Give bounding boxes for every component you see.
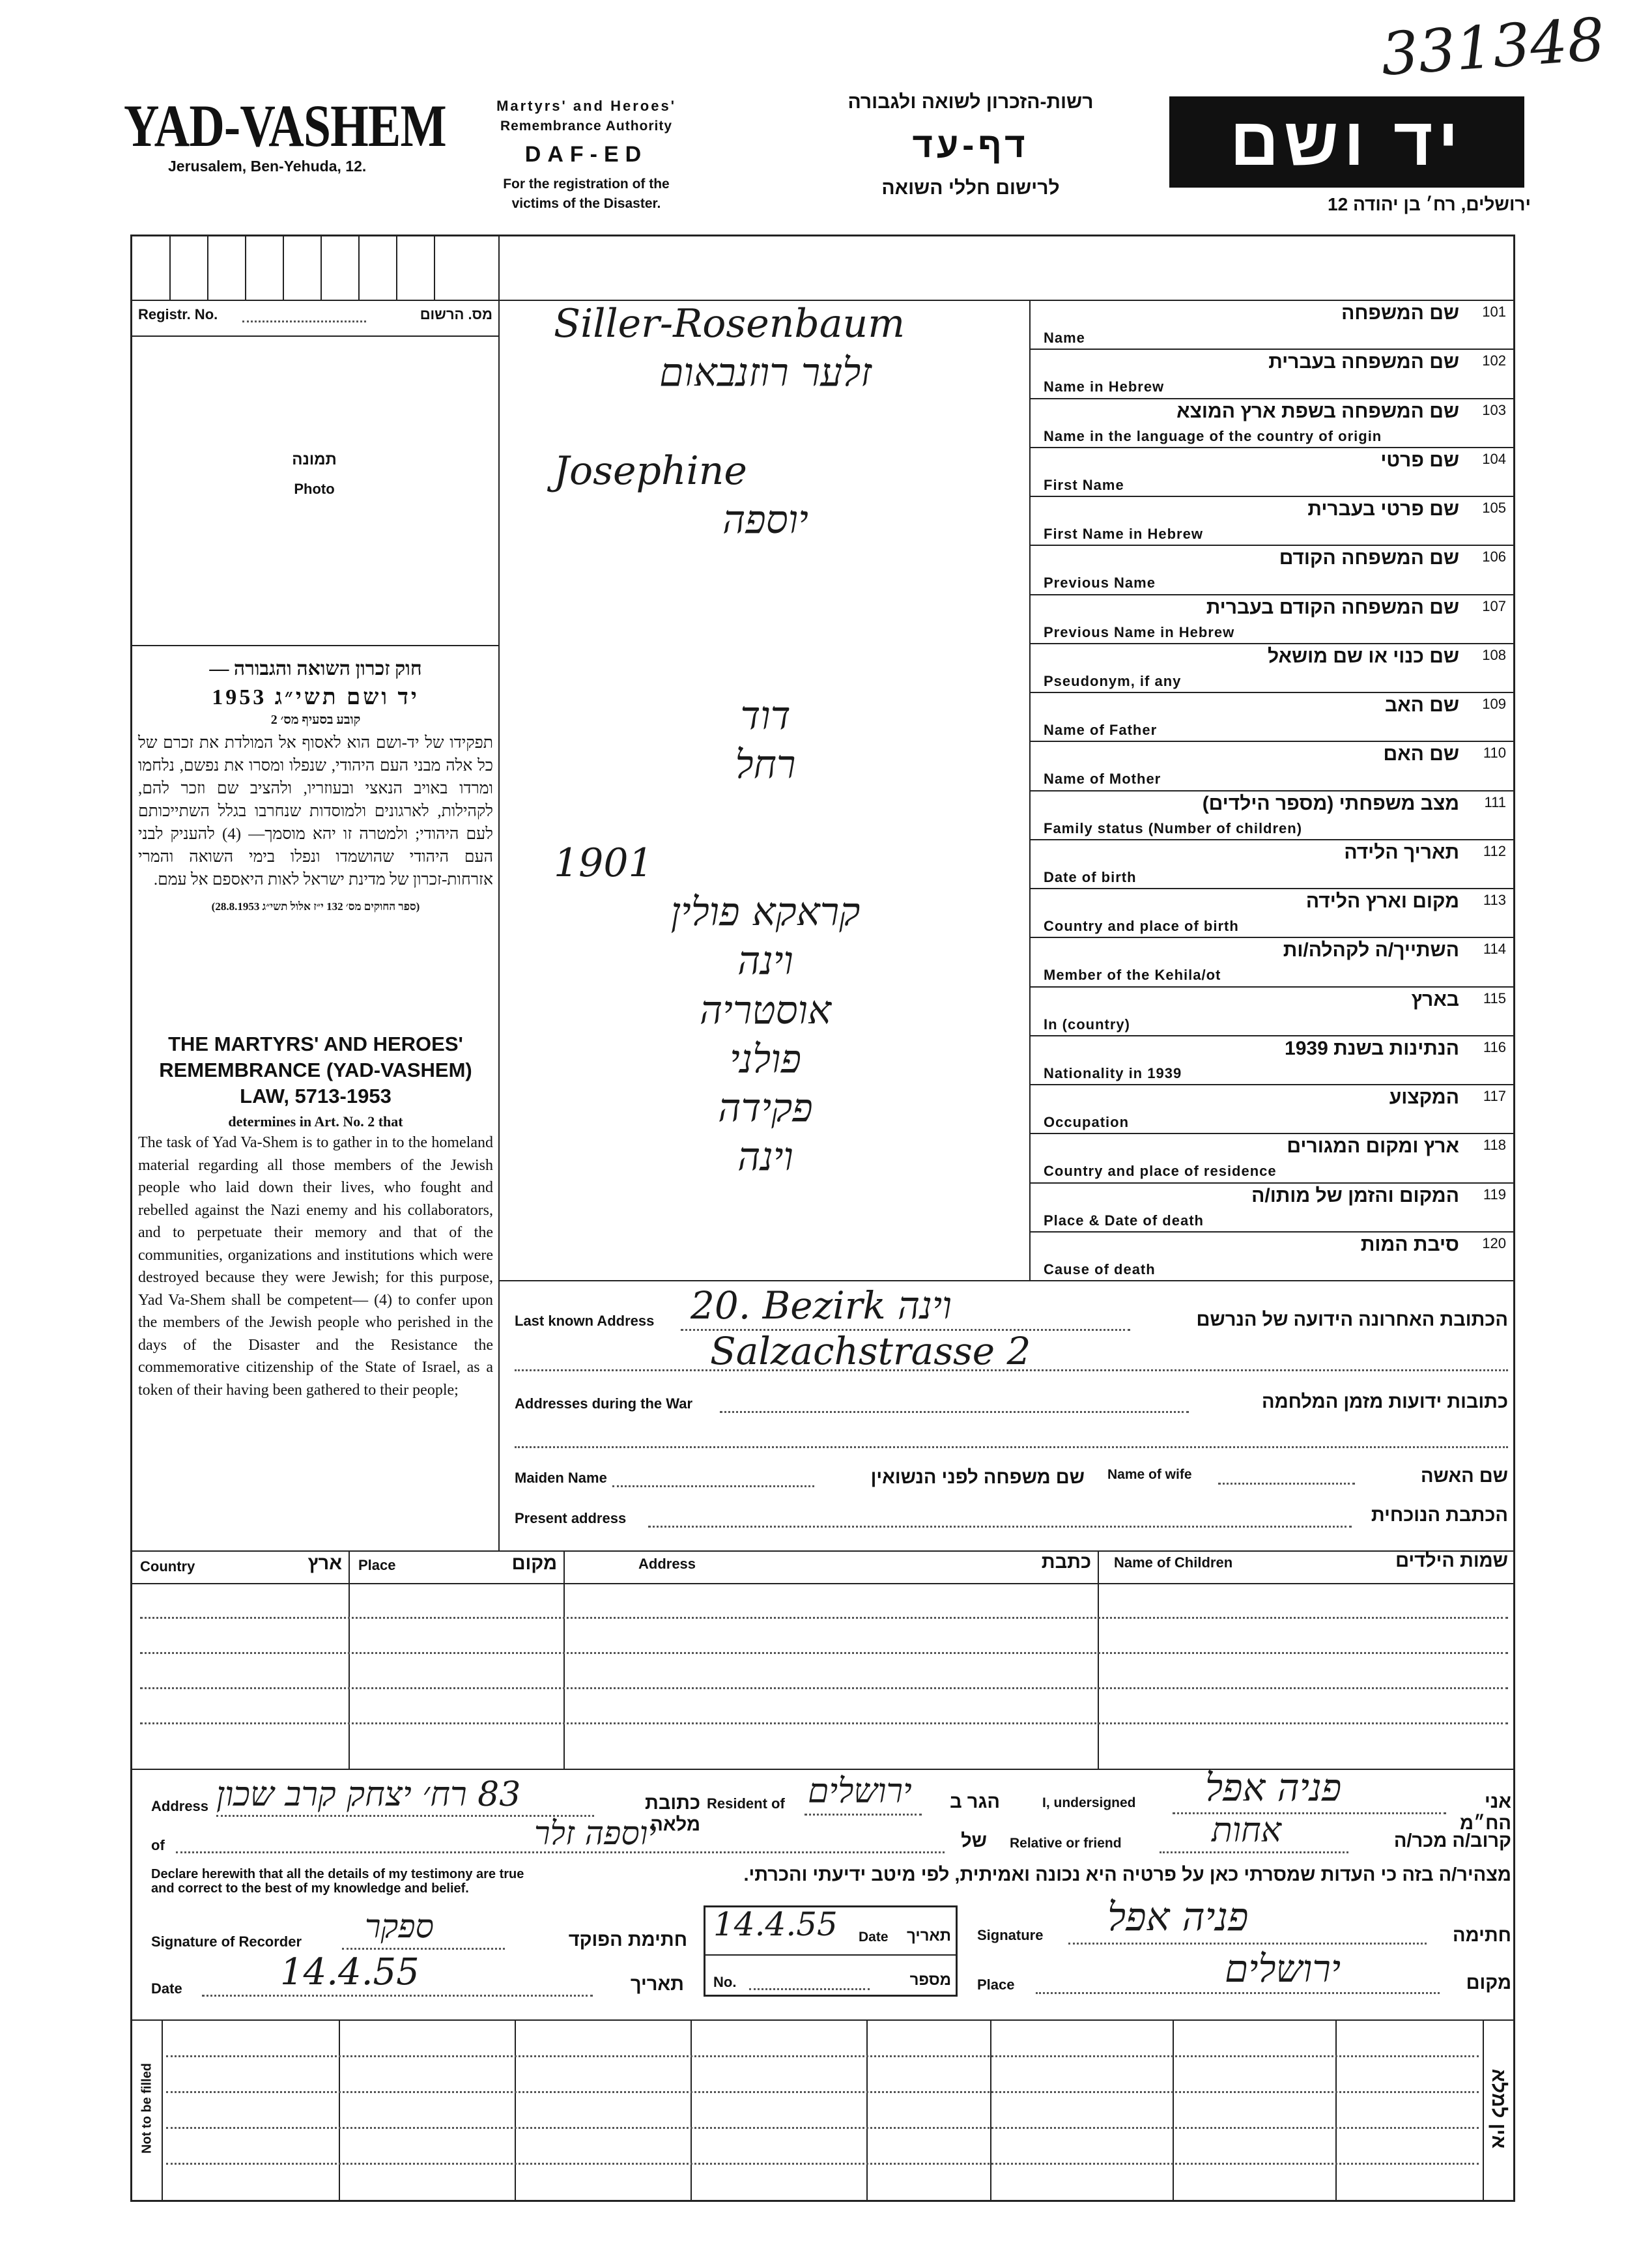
field-label-en: Name of Father [1044, 722, 1158, 738]
field-label-en: Name [1044, 330, 1085, 346]
field-number: 104 [1482, 450, 1506, 467]
declare-he: מצהיר/ה בזה כי העדות שמסרתי כאן על פרטיה היא נכונה ואמיתית, לפי מיטב ידיעתי והכרתי. [743, 1864, 1511, 1885]
field-value[interactable] [515, 1184, 1016, 1231]
field-label-en: Occupation [1044, 1114, 1130, 1130]
undersigned-value[interactable]: פניה אפל [1205, 1765, 1342, 1810]
logo-he [1169, 96, 1524, 188]
field-label-en: Place & Date of death [1044, 1212, 1204, 1229]
field-value[interactable]: וינה [737, 938, 793, 984]
field-label-he: הנתינות בשנת 1939 [1285, 1037, 1459, 1059]
law-he-body: תפקידו של יד-ושם הוא לאסוף אל המולדת את זכרם של כל אלה מבני העם היהודי, שנפלו ומסרו את נפשם, נלחמו ומרדו באויב הנאצי ובעוזריו, ולהציב שם וזכר להם, לקהילות, לארגונים ולמוסדות שנחרבו בגלל השתייכותם לעם היהודי; ולמטרה זו יהא מוסמך— (4) להעניק לבני העם היהודי שהושמדו ונפלו בימי השואה והמרי אזרחות-זכרון של מדינת ישראל לאות היאספם אל עמם. [138, 734, 493, 889]
purpose-en-line2: victims of the Disaster. [511, 196, 661, 211]
field-label-en: Name in the language of the country of origin [1044, 427, 1382, 444]
purpose-he: לרישום חללי השואה [881, 177, 1060, 199]
field-label-en: Previous Name [1044, 575, 1156, 592]
field-number: 120 [1482, 1234, 1506, 1251]
form-name-he: דף-עד [912, 126, 1029, 165]
relative-label: Relative or friend [1010, 1836, 1122, 1851]
table-header-place-he: מקום [511, 1553, 557, 1574]
table-header-address-he: כתבת [1041, 1552, 1091, 1573]
field-label-en: Family status (Number of children) [1044, 820, 1303, 836]
table-header-country: Country [140, 1558, 195, 1575]
field-value[interactable] [515, 399, 1016, 446]
undersigned-label: I, undersigned [1042, 1795, 1136, 1810]
table-row[interactable] [140, 1722, 1508, 1724]
field-label-he: שם המשפחה הקודם בעברית [1206, 596, 1459, 618]
table-header-address: Address [638, 1556, 696, 1572]
field-value[interactable]: 1901 [554, 840, 653, 886]
law-he-title2: יד ושם תשי״ג 1953 [212, 685, 420, 709]
authority-he-block [801, 91, 1140, 199]
of-label: of [151, 1837, 165, 1853]
field-label-he: המקום והזמן של מותו/ה [1251, 1184, 1459, 1206]
present-address-label-he: הכתבת הנוכחית [1371, 1505, 1508, 1526]
authority-en-line1: Martyrs' and Heroes' [496, 98, 676, 114]
logo-he-text: יד ושם [1230, 104, 1464, 180]
field-label-he: שם פרטי [1380, 449, 1459, 471]
field-number: 101 [1482, 304, 1506, 320]
field-label-en: First Name [1044, 476, 1124, 493]
field-label-en: Previous Name in Hebrew [1044, 623, 1235, 640]
wife-name-label: Name of wife [1107, 1467, 1192, 1482]
field-label-en: Date of birth [1044, 868, 1137, 885]
field-label-en: Name of Mother [1044, 771, 1161, 788]
field-value[interactable] [515, 1233, 1016, 1279]
field-value[interactable]: יוספה [722, 497, 808, 543]
field-label-en: Country and place of residence [1044, 1163, 1277, 1180]
field-value[interactable]: Josephine [554, 448, 747, 494]
registr-no-label: Registr. No. [138, 306, 218, 322]
field-value[interactable] [515, 791, 1016, 838]
of-value[interactable]: יוספה זלר [534, 1814, 657, 1852]
field-value[interactable]: וינה [737, 1134, 793, 1180]
org-name: YAD-VASHEM [124, 93, 446, 159]
table-header-children: Name of Children [1114, 1554, 1233, 1571]
field-label-he: מצב משפחתי (מספר הילדים) [1202, 792, 1459, 814]
photo-label-he: תמונה [292, 451, 337, 468]
address-he: ירושלים, רח׳ בן יהודה 12 [1328, 194, 1531, 214]
field-number: 103 [1482, 401, 1506, 418]
present-address-label: Present address [515, 1510, 627, 1526]
wife-name-label-he: שם האשה [1420, 1466, 1508, 1487]
date-label: Date [151, 1980, 182, 1997]
law-he-sub: קובע בסעיף מס׳ 2 [270, 713, 361, 727]
field-value[interactable]: קראקא פולין [670, 889, 861, 935]
field-label-en: Country and place of birth [1044, 918, 1239, 934]
law-he-title1: חוק זכרון השואה והגבורה — [209, 658, 422, 679]
field-label-he: ארץ ומקום המגורים [1287, 1135, 1459, 1158]
field-value[interactable]: אוסטריה [699, 987, 832, 1033]
table-header-place: Place [358, 1557, 396, 1573]
field-label-he: תאריך הלידה [1344, 841, 1459, 863]
field-number: 118 [1483, 1137, 1506, 1154]
org-address: Jerusalem, Ben-Yehuda, 12. [168, 158, 367, 175]
field-value[interactable]: פולני [729, 1036, 802, 1082]
field-label-he: המקצוע [1389, 1087, 1459, 1108]
field-label-he: שם פרטי בעברית [1307, 498, 1459, 520]
field-number: 102 [1482, 352, 1506, 369]
field-number: 119 [1483, 1186, 1506, 1203]
last-known-value2[interactable]: Salzachstrasse 2 [710, 1329, 1031, 1373]
address-value[interactable]: 83 רח׳ יצחק קרב שכון [216, 1775, 521, 1814]
photo-label: Photo [294, 481, 335, 497]
war-addresses-label: Addresses during the War [515, 1395, 693, 1412]
field-value[interactable]: דוד [740, 693, 791, 739]
field-number: 105 [1482, 500, 1506, 516]
date-box-label: Date [859, 1930, 889, 1945]
field-label-he: בארץ [1411, 988, 1459, 1010]
table-row[interactable] [140, 1687, 1508, 1689]
form-name-en: DAF-ED [524, 142, 648, 167]
resident-value[interactable]: ירושלים [808, 1772, 912, 1811]
resident-label: Resident of [707, 1795, 785, 1812]
law-en-title2: REMEMBRANCE (YAD-VASHEM) [159, 1059, 472, 1081]
field-label-he: שם האם [1383, 743, 1459, 765]
field-label-he: שם האב [1384, 694, 1459, 716]
resident-label-he: הגר ב [950, 1791, 1000, 1812]
field-number: 111 [1484, 793, 1506, 810]
signature-label-he: חתימה [1453, 1925, 1511, 1946]
stamp-number: 331348 [1378, 5, 1607, 89]
field-number: 116 [1483, 1038, 1506, 1055]
declare-en: Declare herewith that all the details of my testimony are true and correct to the best of my knowledge and belief. [151, 1867, 524, 1896]
field-value[interactable] [515, 546, 1016, 593]
field-value[interactable]: פקידה [718, 1085, 813, 1131]
field-number: 109 [1482, 696, 1506, 712]
place-label: Place [977, 1976, 1015, 1993]
authority-en-line2: Remembrance Authority [500, 119, 673, 134]
last-known-value1[interactable]: 20. Bezirk וינה [691, 1283, 952, 1328]
place-label-he: מקום [1466, 1973, 1511, 1993]
maiden-name-label-he: שם משפחה לפני הנשואין [870, 1467, 1085, 1488]
field-label-en: Pseudonym, if any [1044, 672, 1182, 689]
field-number: 107 [1482, 597, 1506, 614]
field-number: 114 [1483, 941, 1506, 958]
field-label-en: Name in Hebrew [1044, 378, 1165, 395]
relative-value[interactable]: אחות [1212, 1811, 1281, 1850]
field-label-he: שם המשפחה בשפת ארץ המוצא [1176, 400, 1459, 422]
table-row[interactable] [140, 1617, 1508, 1619]
authority-he: רשות-הזכרון לשואה ולגבורה [847, 91, 1094, 113]
signature-label: Signature [977, 1927, 1044, 1943]
date-box-label-he: תאריך [906, 1927, 951, 1945]
not-filled-label-he: אין למלא [1488, 2068, 1509, 2149]
war-addresses-label-he: כתובות ידועות מזמן המלחמה [1262, 1391, 1508, 1412]
address-label: Address [151, 1798, 209, 1814]
maiden-name-label: Maiden Name [515, 1470, 607, 1486]
law-he-ref: (ספר החוקים מס׳ 132 י״ז אלול תשי״ג 28.8.1953) [211, 900, 420, 913]
field-number: 113 [1483, 892, 1506, 908]
field-label-he: סיבת המות [1360, 1233, 1459, 1255]
date-label-he: תאריך [630, 1974, 684, 1995]
address-label-he: כתובת מלאה [645, 1793, 700, 1835]
no-label: No. [713, 1974, 737, 1990]
field-label-he: שם המשפחה [1341, 302, 1459, 324]
authority-en-block [482, 98, 691, 212]
law-en-title3: LAW, 5713-1953 [240, 1085, 392, 1107]
field-label-he: מקום וארץ הלידה [1305, 891, 1459, 912]
of-label-he: של [961, 1831, 987, 1851]
field-number: 106 [1482, 549, 1506, 565]
field-number: 117 [1483, 1088, 1506, 1104]
law-en-body: The task of Yad Va-Shem is to gather in to the homeland material regarding all those members of the Jewish people who laid down their lives, who fought and rebelled against the Nazi enemy and his collaborators, and to perpetuate their memory and that of the communities, organizations and institutions which were destroyed because they were Jewish; for this purpose, Yad Va-Shem shall be competent— (4) to confer upon the members of the Jewish people who perished in the days of the Disaster and the Resistance the commemorative citizenship of the State of Israel, as a token of their having been gathered to their people; [138, 1134, 493, 1399]
table-header-country-he: ארץ [307, 1553, 342, 1574]
last-known-label: Last known Address [515, 1313, 655, 1329]
purpose-en-line1: For the registration of the [503, 177, 670, 192]
law-en-sub: determines in Art. No. 2 that [228, 1113, 403, 1130]
law-he-block [138, 658, 493, 913]
relative-label-he: קרוב/ה מכר/ה [1393, 1831, 1511, 1851]
field-number: 115 [1483, 990, 1506, 1006]
date-box-value[interactable]: 14.4.55 [713, 1905, 838, 1943]
field-label-en: Cause of death [1044, 1261, 1156, 1277]
last-known-label-he: הכתובת האחרונה הידועה של הנרשם [1196, 1309, 1508, 1330]
sig-recorder-value[interactable]: ספקר [365, 1907, 434, 1945]
field-label-he: שם המשפחה בעברית [1268, 351, 1459, 373]
field-label-he: שם כנוי או שם מושאל [1267, 645, 1459, 667]
field-label-he: השתייך/ה לקהלה/ות [1283, 939, 1459, 962]
field-number: 112 [1483, 842, 1506, 859]
law-en-block [138, 1033, 493, 1401]
field-value[interactable]: זלער רוזנבאום [659, 350, 872, 396]
sig-recorder-label-he: חתימת הפוקד [568, 1930, 687, 1950]
field-value[interactable]: Siller-Rosenbaum [554, 301, 905, 347]
not-filled-label: Not to be filled [139, 2063, 154, 2154]
undersigned-label-he: אני הח״מ [1459, 1791, 1511, 1834]
place-value[interactable]: ירושלים [1225, 1946, 1341, 1991]
table-header-children-he: שמות הילדים [1395, 1550, 1508, 1571]
field-label-en: In (country) [1044, 1016, 1130, 1033]
no-label-he: מספר [909, 1971, 951, 1989]
field-value[interactable] [515, 644, 1016, 691]
field-value[interactable] [515, 595, 1016, 642]
law-en-title1: THE MARTYRS' AND HEROES' [168, 1033, 463, 1055]
date-value[interactable]: 14.4.55 [280, 1951, 420, 1993]
field-label-he: שם המשפחה הקודם [1279, 547, 1459, 569]
field-label-en: First Name in Hebrew [1044, 526, 1203, 542]
signature-value[interactable]: פניה אפל [1107, 1894, 1249, 1940]
field-label-en: Nationality in 1939 [1044, 1064, 1182, 1081]
field-number: 110 [1483, 745, 1506, 762]
field-value[interactable]: רחל [735, 742, 796, 788]
field-label-en: Member of the Kehila/ot [1044, 967, 1221, 984]
table-row[interactable] [140, 1652, 1508, 1654]
field-number: 108 [1482, 646, 1506, 663]
registr-no-label-he: מס. הרשום [420, 306, 492, 322]
sig-recorder-label: Signature of Recorder [151, 1933, 302, 1950]
